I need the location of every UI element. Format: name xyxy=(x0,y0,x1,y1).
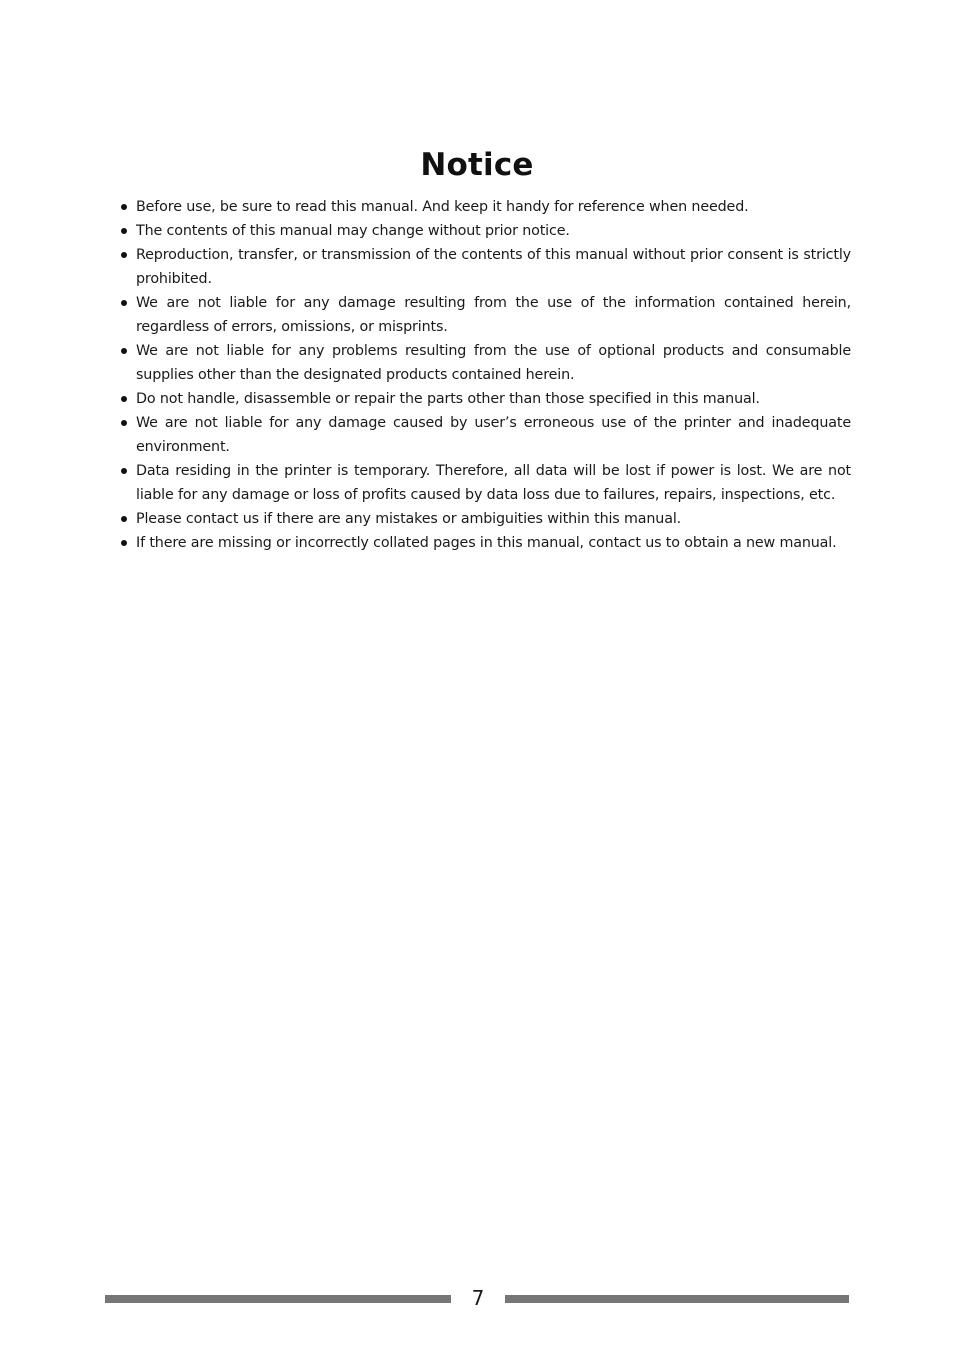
notice-item-text: We are not liable for any problems resulting from the use of optional products and consumable supplies other than the designated products contained herein. xyxy=(136,343,851,383)
notice-item-text: The contents of this manual may change without prior notice. xyxy=(136,223,570,239)
bullet-icon xyxy=(121,396,127,402)
bullet-icon xyxy=(121,348,127,354)
notice-item xyxy=(118,387,851,411)
bullet-icon xyxy=(121,540,127,546)
notice-item-text: We are not liable for any damage resulting from the use of the information contained herein, regardless of errors, omissions, or misprints. xyxy=(136,295,851,335)
notice-list xyxy=(118,195,851,555)
notice-item-text: We are not liable for any damage caused by user’s erroneous use of the printer and inadequate environment. xyxy=(136,415,851,455)
notice-item xyxy=(118,195,851,219)
notice-item xyxy=(118,243,851,291)
notice-item xyxy=(118,459,851,507)
notice-item-text: Data residing in the printer is temporary. Therefore, all data will be lost if power is lost. We are not liable for any damage or loss of profits caused by data loss due to failures, repairs, inspections, etc. xyxy=(136,463,851,503)
notice-item-text: Do not handle, disassemble or repair the parts other than those specified in this manual. xyxy=(136,391,760,407)
bullet-icon xyxy=(121,420,127,426)
footer-bar-right xyxy=(505,1295,849,1303)
page-title: Notice xyxy=(420,146,534,183)
notice-item xyxy=(118,531,851,555)
notice-item xyxy=(118,339,851,387)
notice-item xyxy=(118,507,851,531)
bullet-icon xyxy=(121,228,127,234)
bullet-icon xyxy=(121,252,127,258)
notice-item-text: If there are missing or incorrectly collated pages in this manual, contact us to obtain a new manual. xyxy=(136,535,837,551)
notice-item xyxy=(118,411,851,459)
notice-item-text: Before use, be sure to read this manual. And keep it handy for reference when needed. xyxy=(136,199,749,215)
footer-bar-left xyxy=(105,1295,451,1303)
bullet-icon xyxy=(121,204,127,210)
bullet-icon xyxy=(121,468,127,474)
notice-item xyxy=(118,291,851,339)
bullet-icon xyxy=(121,300,127,306)
notice-item xyxy=(118,219,851,243)
bullet-icon xyxy=(121,516,127,522)
page-number: 7 xyxy=(471,1286,485,1310)
notice-item-text: Please contact us if there are any mistakes or ambiguities within this manual. xyxy=(136,511,682,527)
notice-item-text: Reproduction, transfer, or transmission of the contents of this manual without prior consent is strictly prohibited. xyxy=(136,247,851,287)
